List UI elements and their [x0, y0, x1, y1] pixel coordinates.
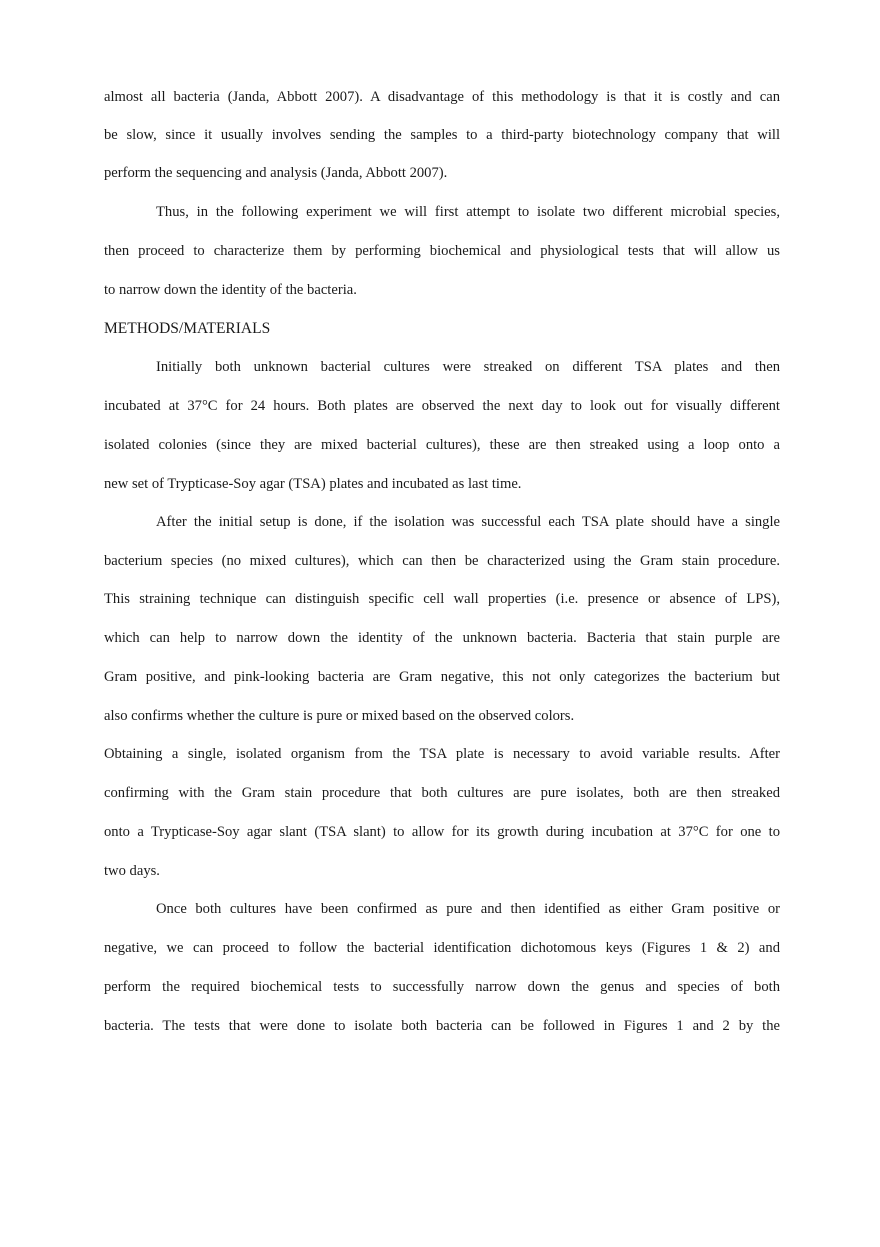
text-line: Thus, in the following experiment we will first attempt to isolate two different microbial species,	[156, 204, 780, 220]
section-heading: METHODS/MATERIALS	[104, 320, 271, 337]
text-line: isolated colonies (since they are mixed bacterial cultures), these are then streaked using a loop onto a	[104, 437, 780, 453]
text-line: incubated at 37°C for 24 hours. Both plates are observed the next day to look out for visually different	[104, 398, 780, 414]
text-line: be slow, since it usually involves sending the samples to a third-party biotechnology company that will	[104, 127, 780, 143]
text-line: which can help to narrow down the identity of the unknown bacteria. Bacteria that stain purple are	[104, 630, 780, 646]
text-line: After the initial setup is done, if the isolation was successful each TSA plate should have a single	[156, 514, 780, 530]
text-line: then proceed to characterize them by performing biochemical and physiological tests that will allow us	[104, 243, 780, 259]
text-line: Obtaining a single, isolated organism from the TSA plate is necessary to avoid variable results. After	[104, 746, 780, 762]
text-line: also confirms whether the culture is pure or mixed based on the observed colors.	[104, 708, 575, 724]
text-line: This straining technique can distinguish specific cell wall properties (i.e. presence or absence of LPS),	[104, 591, 780, 607]
text-line: perform the required biochemical tests to successfully narrow down the genus and species of both	[104, 979, 780, 995]
text-line: perform the sequencing and analysis (Janda, Abbott 2007).	[104, 165, 448, 181]
text-line: to narrow down the identity of the bacteria.	[104, 282, 357, 298]
text-line: two days.	[104, 863, 160, 879]
text-line: bacterium species (no mixed cultures), which can then be characterized using the Gram stain procedure.	[104, 553, 780, 569]
text-line: Once both cultures have been confirmed as pure and then identified as either Gram positive or	[156, 901, 780, 917]
text-line: bacteria. The tests that were done to isolate both bacteria can be followed in Figures 1 and 2 by the	[104, 1018, 780, 1034]
text-line: Gram positive, and pink-looking bacteria are Gram negative, this not only categorizes the bacterium but	[104, 669, 780, 685]
text-line: new set of Trypticase-Soy agar (TSA) plates and incubated as last time.	[104, 476, 522, 492]
text-line: almost all bacteria (Janda, Abbott 2007). A disadvantage of this methodology is that it is costly and can	[104, 89, 780, 105]
text-line: negative, we can proceed to follow the bacterial identification dichotomous keys (Figures 1 & 2) and	[104, 940, 780, 956]
text-line: onto a Trypticase-Soy agar slant (TSA slant) to allow for its growth during incubation at 37°C for one to	[104, 824, 780, 840]
text-line: Initially both unknown bacterial cultures were streaked on different TSA plates and then	[156, 359, 780, 375]
text-line: confirming with the Gram stain procedure that both cultures are pure isolates, both are then streaked	[104, 785, 780, 801]
